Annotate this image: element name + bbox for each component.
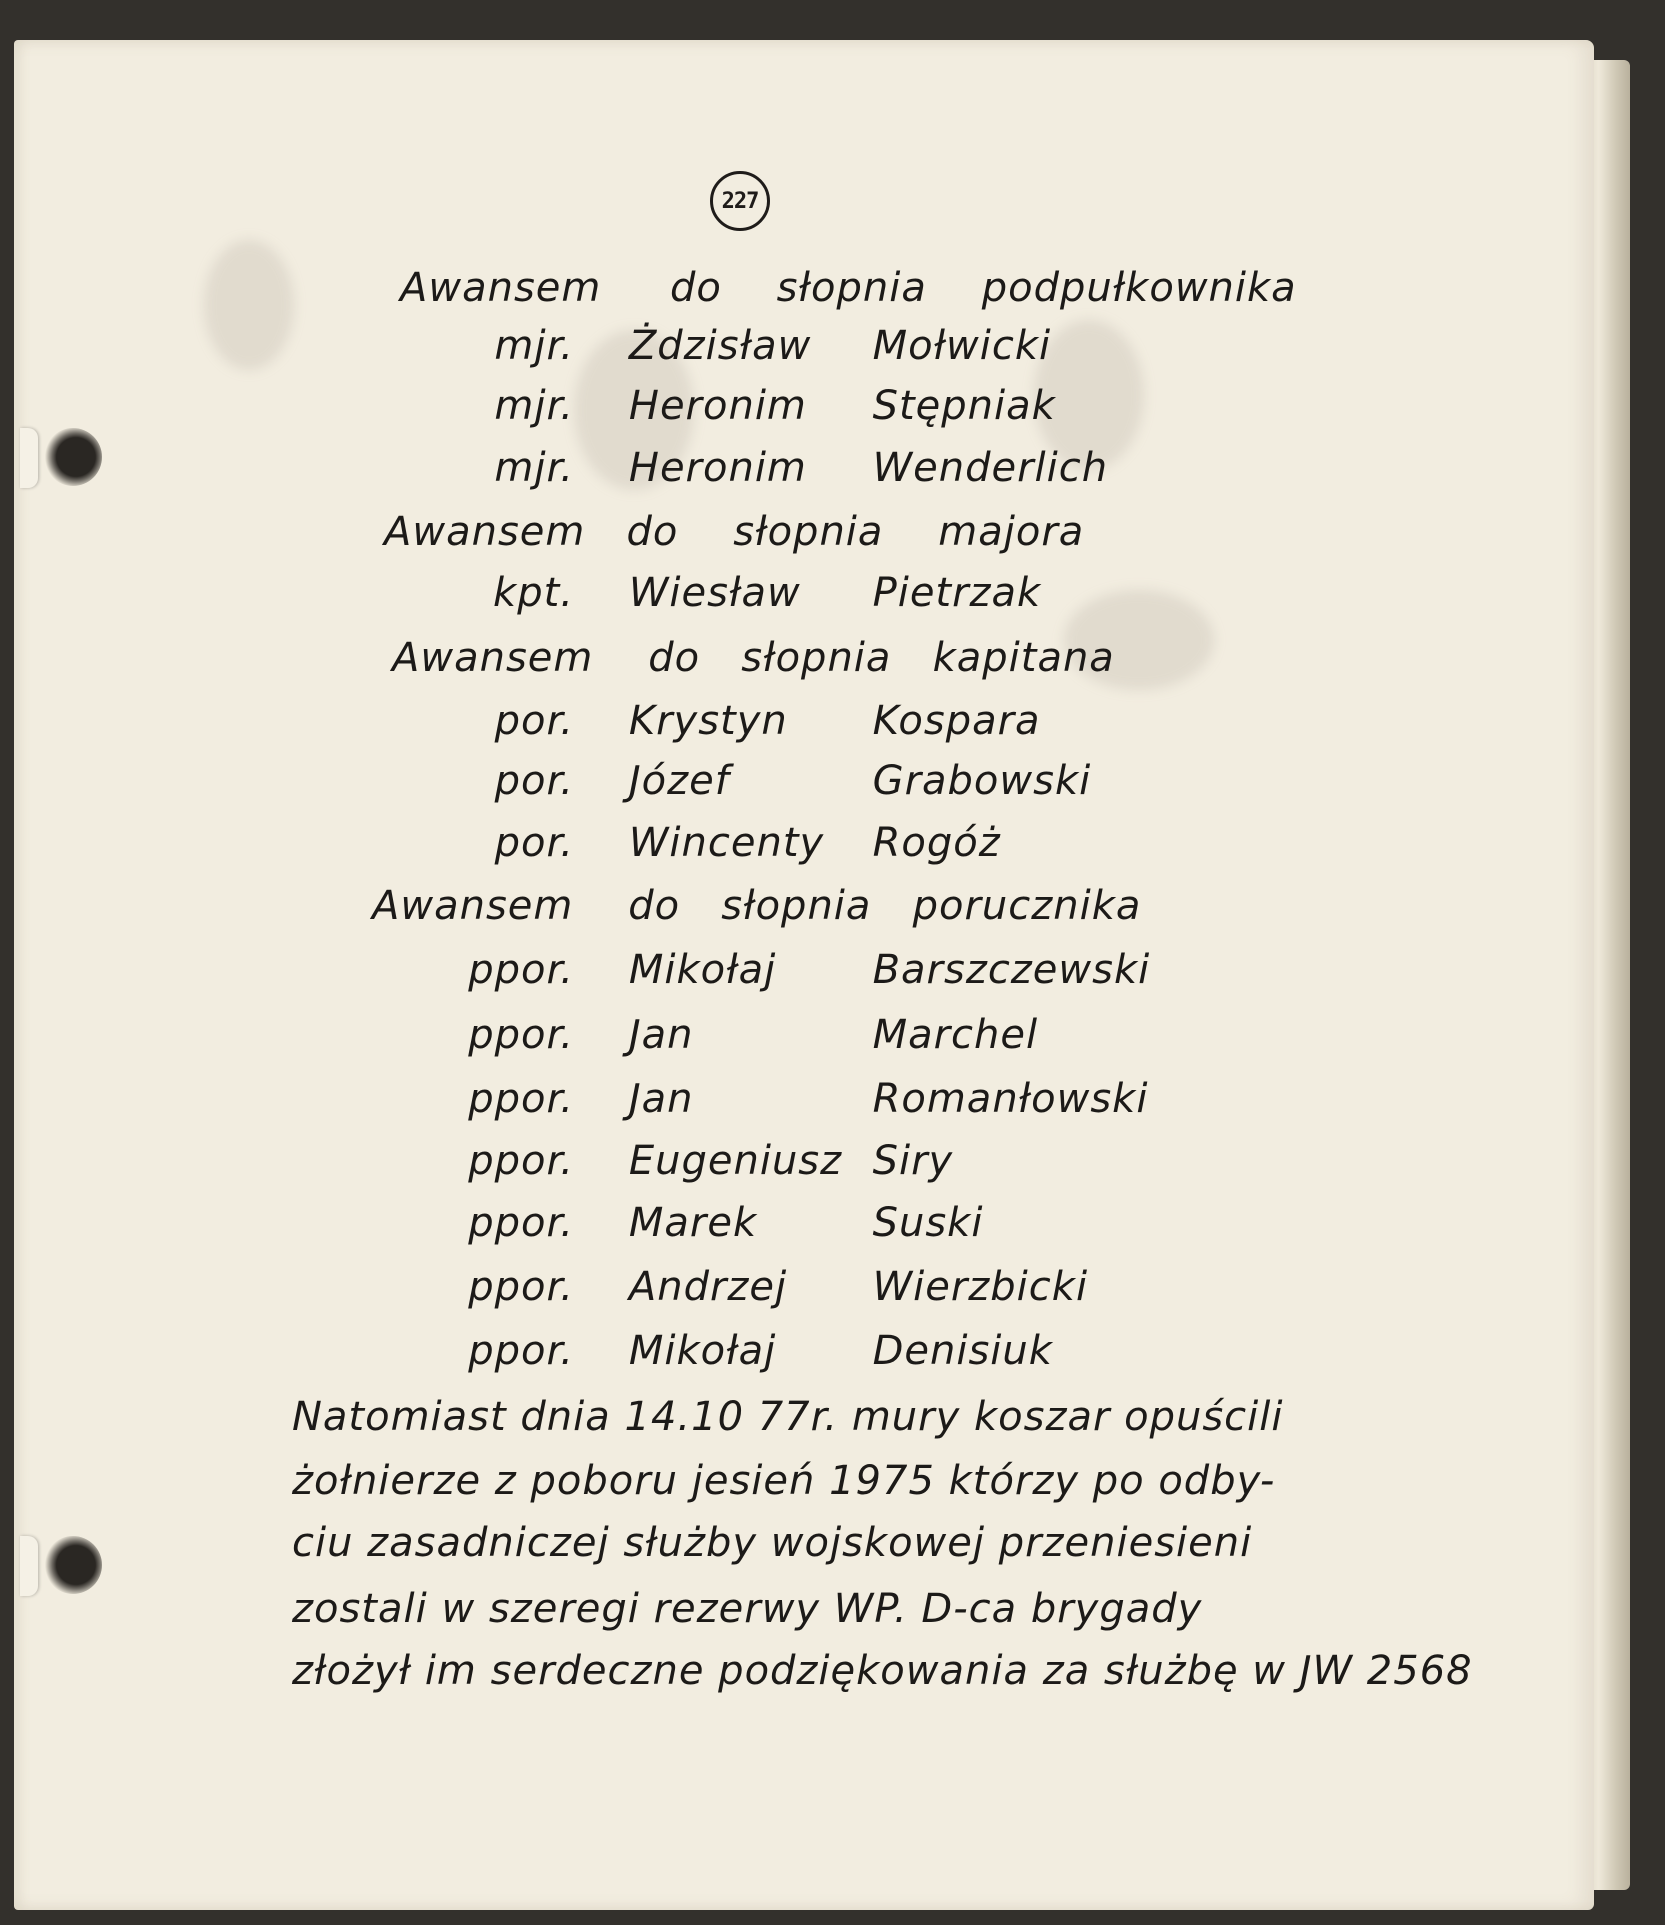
paragraph-line: zostali w szeregi rezerwy WP. D-ca brygady (292, 1586, 1203, 1632)
paragraph-line: ciu zasadniczej służby wojskowej przeniesieni (292, 1520, 1253, 1566)
entry-row: mjr. Żdzisław Mołwicki (494, 323, 1052, 369)
entry-row: por. Krystyn Kospara (494, 698, 1041, 744)
paragraph-line: żołnierze z poboru jesień 1975 którzy po odby- (292, 1458, 1276, 1504)
entry-row: ppor. Jan Marchel (468, 1012, 1039, 1058)
entry-row: mjr. Heronim Wenderlich (494, 445, 1109, 491)
section-heading: Awansem do słopnia majora (384, 509, 1085, 555)
entry-row: por. Józef Grabowski (494, 758, 1092, 804)
punch-hole-icon (44, 1536, 102, 1594)
entry-row: ppor. Mikołaj Barszczewski (468, 947, 1151, 993)
paragraph-line: złożył im serdeczne podziękowania za służbę w JW 2568 (292, 1648, 1473, 1694)
entry-row: ppor. Marek Suski (468, 1200, 984, 1246)
ink-stain (204, 240, 294, 370)
binder-tab (20, 1536, 38, 1596)
page-number-stamp: 227 (710, 171, 770, 231)
entry-row: mjr. Heronim Stępniak (494, 383, 1056, 429)
section-heading: Awansem do słopnia podpułkownika (400, 265, 1297, 311)
entry-row: ppor. Jan Romanłowski (468, 1076, 1149, 1122)
notebook-page (14, 40, 1594, 1910)
section-heading: Awansem do słopnia kapitana (392, 635, 1115, 681)
punch-hole-icon (44, 428, 102, 486)
entry-row: ppor. Eugeniusz Siry (468, 1138, 954, 1184)
entry-row: por. Wincenty Rogóż (494, 820, 1001, 866)
entry-row: kpt. Wiesław Pietrzak (493, 570, 1042, 616)
entry-row: ppor. Andrzej Wierzbicki (468, 1264, 1089, 1310)
section-heading: Awansem do słopnia porucznika (372, 883, 1142, 929)
entry-row: ppor. Mikołaj Denisiuk (468, 1328, 1053, 1374)
paragraph-line: Natomiast dnia 14.10 77r. mury koszar opuścili (292, 1394, 1284, 1440)
binder-tab (20, 428, 38, 488)
